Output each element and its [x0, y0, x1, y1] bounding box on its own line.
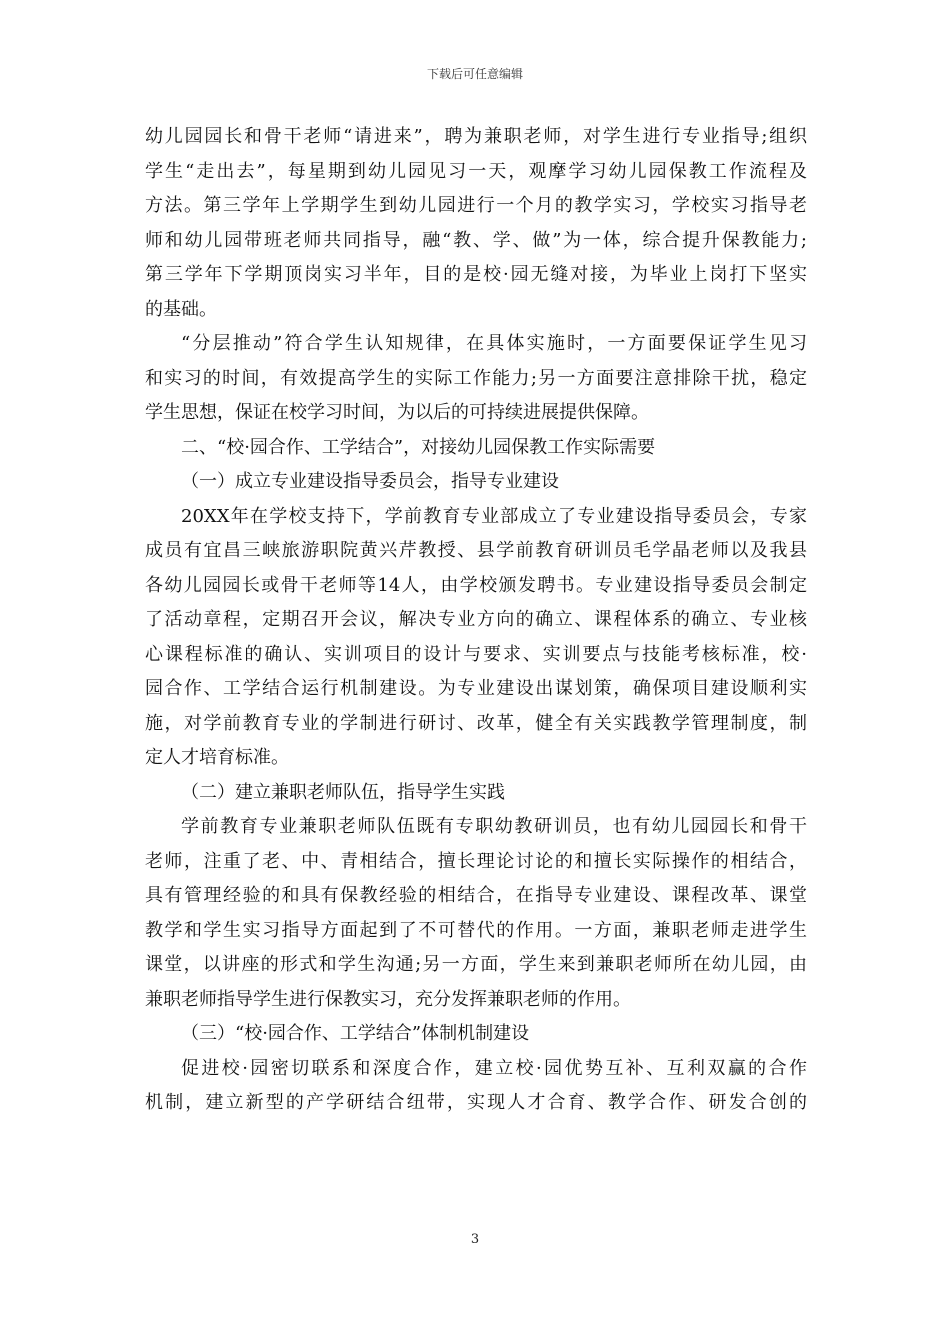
- text-line: 施，对学前教育专业的学制进行研讨、改革，健全有关实践教学管理制度，制: [145, 712, 807, 734]
- text-line: 园合作、工学结合运行机制建设。为专业建设出谋划策，确保项目建设顺利实: [145, 678, 807, 699]
- text-line: 兼职老师指导学生进行保教实习，充分发挥兼职老师的作用。: [145, 988, 631, 1010]
- text-line: “分层推动”符合学生认知规律，在具体实施时，一方面要保证学生见习: [181, 333, 807, 354]
- text-line: 老师，注重了老、中、青相结合，擅长理论讨论的和擅长实际操作的相结合，: [145, 850, 807, 872]
- text-line: 机制，建立新型的产学研结合纽带，实现人才合育、教学合作、研发合创的: [145, 1092, 807, 1113]
- document-body: [145, 120, 807, 1121]
- text-line: 的基础。: [145, 298, 217, 320]
- text-line: 学生“走出去”，每星期到幼儿园见习一天，观摩学习幼儿园保教工作流程及: [145, 160, 807, 182]
- text-line: 成员有宜昌三峡旅游职院黄兴芹教授、县学前教育研训员毛学晶老师以及我县: [145, 540, 807, 561]
- subsection-heading: （三）“校·园合作、工学结合”体制机制建设: [181, 1023, 530, 1044]
- text-line: 教学和学生实习指导方面起到了不可替代的作用。一方面，兼职老师走进学生: [145, 919, 807, 941]
- text-line: 具有管理经验的和具有保教经验的相结合，在指导专业建设、课程改革、课堂: [145, 885, 807, 906]
- text-line: 第三学年下学期顶岗实习半年，目的是校·园无缝对接，为毕业上岗打下坚实: [145, 264, 807, 285]
- subsection-heading: （二）建立兼职老师队伍，指导学生实践: [181, 781, 505, 803]
- page-number: 3: [470, 1232, 480, 1247]
- text-line: 方法。第三学年上学期学生到幼儿园进行一个月的教学实习，学校实习指导老: [145, 195, 807, 216]
- text-line: 学前教育专业兼职老师队伍既有专职幼教研训员，也有幼儿园园长和骨干: [181, 816, 807, 837]
- text-line: 定人才培育标准。: [145, 747, 289, 768]
- text-line: 20XX年在学校支持下，学前教育专业部成立了专业建设指导委员会，专家: [181, 505, 807, 527]
- page-header: 下载后可任意编辑: [426, 67, 523, 81]
- text-line: 心课程标准的确认、实训项目的设计与要求、实训要点与技能考核标准，校·: [145, 643, 807, 665]
- subsection-heading: （一）成立专业建设指导委员会，指导专业建设: [181, 471, 559, 492]
- text-line: 促进校·园密切联系和深度合作，建立校·园优势互补、互利双赢的合作: [181, 1057, 807, 1079]
- text-line: 和实习的时间，有效提高学生的实际工作能力;另一方面要注意排除干扰，稳定: [145, 367, 807, 389]
- section-heading: 二、“校·园合作、工学结合”，对接幼儿园保教工作实际需要: [181, 436, 656, 458]
- text-line: 了活动章程，定期召开会议，解决专业方向的确立、课程体系的确立、专业核: [145, 609, 807, 630]
- text-line: 幼儿园园长和骨干老师“请进来”，聘为兼职老师，对学生进行专业指导;组织: [145, 126, 807, 147]
- text-line: 各幼儿园园长或骨干老师等14人，由学校颁发聘书。专业建设指导委员会制定: [145, 574, 807, 596]
- text-line: 课堂，以讲座的形式和学生沟通;另一方面，学生来到兼职老师所在幼儿园，由: [145, 954, 807, 975]
- text-line: 学生思想，保证在校学习时间，为以后的可持续进展提供保障。: [145, 402, 649, 423]
- text-line: 师和幼儿园带班老师共同指导，融“教、学、做”为一体，综合提升保教能力;: [145, 229, 807, 251]
